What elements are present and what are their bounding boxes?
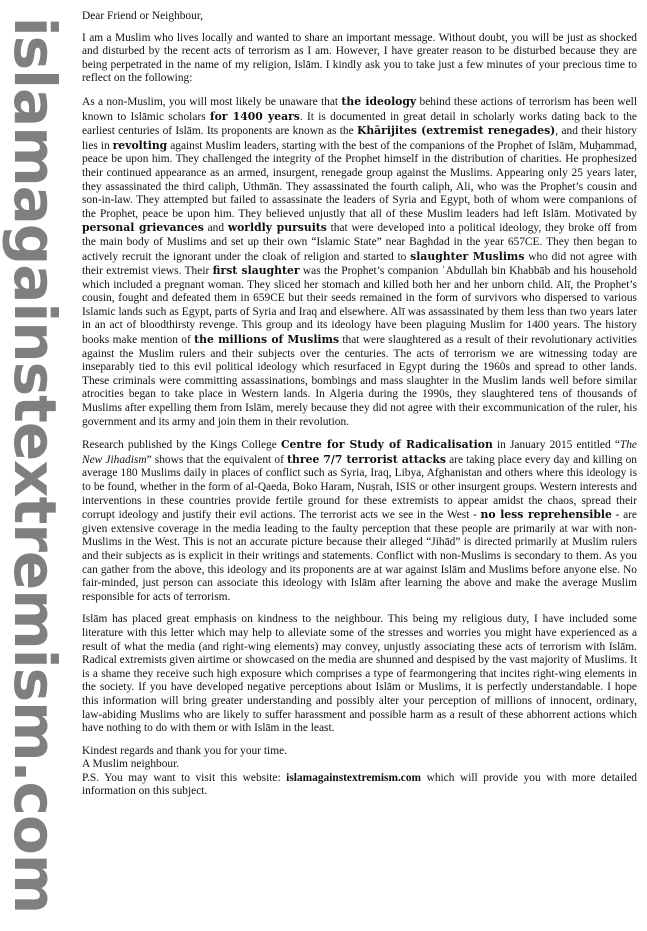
research-paragraph: Research published by the Kings College Centre for Study of Radicalisation in January 2015 entitled “The New Jihadism” shows that the equivalent of three 7/7 terrorist attacks are taking place every day and killing on average 180 Muslims daily in places of conflict such as Syria, Iraq, Libya, Afghanistan and others where this ideology is to be found, whether in the form of al-Qaeda, Boko Haram, Nuṣrah, ISIS or other insurgent groups. Western interests and interventions in these countries provide fertile ground for these extremists to appear amidst the chaos, spread their corrupt ideology and justify their evil actions. The terrorist acts we see in the West - no less reprehensible - are given extensive coverage in the media leading to the faulty perception that these people are primarily at war with non-Muslims in the West. This is not an accurate picture because their alleged “Jihād” is directed primarily at Muslim rulers and their subjects as is explicit in their writings and statements. Conflict with non-Muslims is secondary to them. As you can gather from the above, this ideology and its proponents are at war against Islām and Muslims before anyone else. No fair-minded, just person can associate this ideology with Islām after learning the above and make the average Muslim responsible for acts of terrorism.: [82, 438, 637, 603]
vertical-brand-watermark: [0, 0, 71, 931]
emphasis-personal-grievances: personal grievances: [82, 221, 204, 235]
emphasis-three-attacks: three 7/7 terrorist attacks: [287, 452, 446, 466]
signature-line: A Muslim neighbour.: [82, 758, 180, 771]
letter-body: [82, 10, 637, 799]
emphasis-worldly-pursuits: worldly pursuits: [227, 221, 327, 235]
regards-line: Kindest regards and thank you for your time.: [82, 744, 287, 757]
postscript: P.S. You may want to visit this website: islamagainstextremism.com which will provide you with more detailed information on this subject.: [82, 771, 638, 798]
emphasis-revolting: revolting: [112, 138, 168, 152]
emphasis-1400-years: for 1400 years: [209, 109, 300, 123]
emphasis-no-less-reprehensible: no less reprehensible: [480, 508, 612, 522]
history-paragraph: As a non-Muslim, you will most likely be unaware that the ideology behind these actions of terrorism has been well known to Islāmic scholars for 1400 years. It is documented in great detail in scholarly works dating back to the earliest centuries of Islām. Its proponents are known as the Khārijites (extremist renegades), and their history lies in revolting against Muslim leaders, starting with the best of the companions of the Prophet of Islām, Muḥammad, peace be upon him. They challenged the integrity of the Prophet himself in the distribution of charities. He prophesized their continued appearance as an armed, insurgent, renegade group against the Muslims. Appearing only 25 years later, they assassinated the third caliph, Uthmān. They assassinated the fourth caliph, Ali, who was the Prophet’s cousin and son-in-law. They attempted but failed to assassinate the leaders of Syria and Egypt, both of whom were companions of the Prophet, peace be upon him. They believed unjustly that all of these Muslim leaders had left Islām. Motivated by personal grievances and worldly pursuits that were developed into a political ideology, they broke off from the main body of Muslims and set up their own “Islamic State” near Baghdad in the year 657CE. They then began to actively recruit the ignorant under the cloak of religion and started to slaughter Muslims who did not agree with their extremist views. Their first slaughter was the Prophet’s companion ʿAbdullah bin Khabbāb and his household which included a pregnant woman. They sliced her stomach and killed both her and her unborn child. Alī, the Prophet’s cousin, fought and defeated them in 659CE but their seeds remained in the form of survivors who dispersed to various Islamic lands such as Egypt, parts of Syria and Iraq and elsewhere. Alī was assassinated by them less than two years later in an act of bloodthirsty revenge. This group and its ideology have been plaguing Muslim for 1400 years. The history books make mention of the millions of Muslims that were slaughtered as a result of their revolutionary activities against the Muslim rulers and their subjects over the centuries. The acts of terrorism we are witnessing today are inseparably tied to this evil political ideology which resurfaced in Egypt during the 1960s and spread to other lands. These criminals were committing assassinations, bombings and mass slaughter in the Muslim lands well before similar atrocities began to take place in Western lands. In Algeria during the 1990s, they slaughtered tens of thousands of Muslims after expelling them from Islām, merely because they did not agree with their excommunication of the ruler, his government and its army and join them in their revolution.: [82, 94, 637, 428]
emphasis-slaughter-muslims: slaughter Muslims: [410, 249, 525, 263]
emphasis-centre-radicalisation: Centre for Study of Radicalisation: [280, 438, 493, 452]
emphasis-ideology: the ideology: [341, 94, 417, 108]
emphasis-kharijites: Khārijites (extremist renegades): [356, 124, 556, 138]
intro-paragraph: I am a Muslim who lives locally and wanted to share an important message. Without doubt, you will be just as shocked and disturbed by the recent acts of terrorism as I am. However, I have greater reason to be disturbed because they are being perpetrated in the name of my religion, Islām. I kindly ask you to take just a few minutes of your precious time to reflect on the following:: [82, 31, 637, 85]
website-link[interactable]: islamagainstextremism.com: [286, 771, 422, 784]
emphasis-first-slaughter: first slaughter: [212, 264, 300, 278]
closing-block: [82, 745, 637, 799]
greeting: Dear Friend or Neighbour,: [82, 10, 204, 22]
kindness-paragraph: Islām has placed great emphasis on kindness to the neighbour. This being my religious duty, I have included some literature with this letter which may help to alleviate some of the stresses and worries you might have experienced as a result of what the media (and right-wing elements) may convey, unjustly associating these acts of terrorism with Islām. Radical extremists given airtime or showcased on the media are shunned and despised by the vast majority of Muslims. It is a shame they receive such high exposure which comprises a type of fearmongering that incites right-wing elements in the society. If you have developed negative perceptions about Islām or Muslims, it is perfectly understandable. I hope this information will bring greater understanding and possibly alter your perception of millions of innocent, ordinary, law-abiding Muslims who are likely to suffer harassment and possible harm as a result of these abhorrent actions which have nothing to do with them or with Islām in the least.: [82, 613, 637, 735]
brand-url-text: islamagainstextremism.com: [1, 16, 69, 914]
report-title: The New Jihadism: [82, 439, 637, 466]
emphasis-millions-of-muslims: the millions of Muslims: [194, 333, 340, 347]
